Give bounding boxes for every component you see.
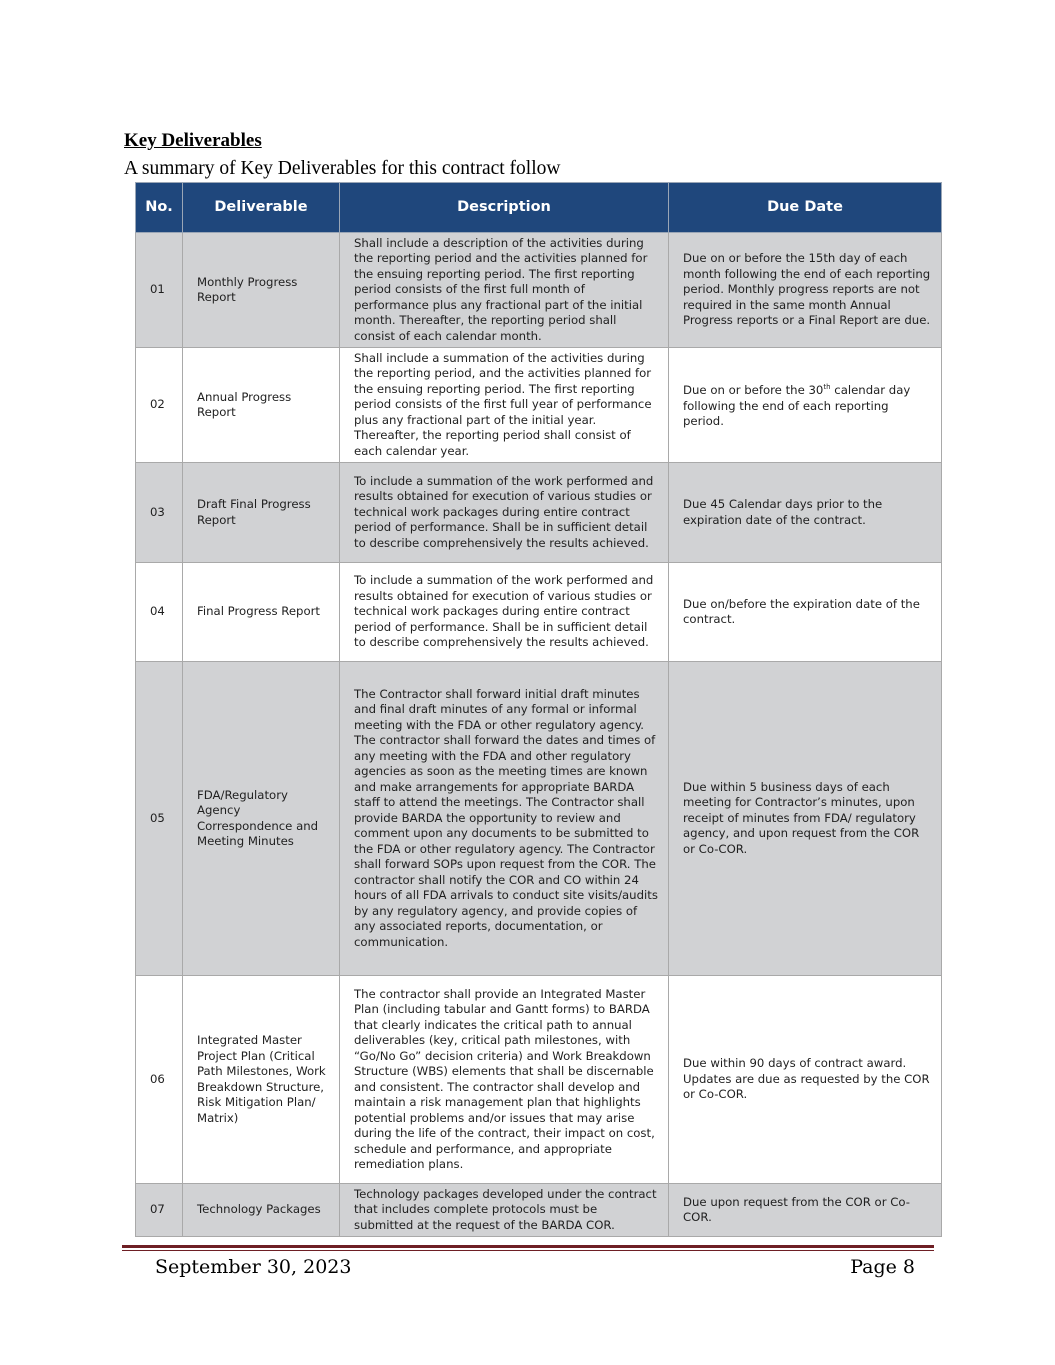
row-number: 07 <box>136 1184 183 1237</box>
row-number: 05 <box>136 662 183 976</box>
row-number: 04 <box>136 563 183 662</box>
due-date-text-end: calendar day following the end of each reporting period. <box>683 383 911 429</box>
row-due-date <box>669 348 942 463</box>
deliverables-table <box>135 182 942 1237</box>
header-description: Description <box>340 183 669 233</box>
row-due-date: Due 45 Calendar days prior to the expiration date of the contract. <box>669 463 942 563</box>
ordinal-suffix: th <box>823 383 831 392</box>
table-row <box>136 976 942 1184</box>
row-description: The Contractor shall forward initial draft minutes and final draft minutes of any formal or informal meeting with the FDA or other regulatory agency. The contractor shall forward the dates and times of any meeting with the FDA and other regulatory agencies as soon as the meeting times are known and make arrangements for appropriate BARDA staff to attend the meetings. The Contractor shall provide BARDA the opportunity to review and comment upon any documents to be submitted to the FDA or other regulatory agency. The Contractor shall forward SOPs upon request from the COR. The contractor shall notify the COR and CO within 24 hours of all FDA arrivals to conduct site visits/audits by any regulatory agency, and provide copies of any associated reports, documentation, or communication. <box>340 662 669 976</box>
row-deliverable: Integrated Master Project Plan (Critical Path Milestones, Work Breakdown Structure, Risk Mitigation Plan/ Matrix) <box>183 976 340 1184</box>
row-description: To include a summation of the work performed and results obtained for execution of various studies or technical work packages during entire contract period of performance. Shall be in sufficient detail to describe comprehensively the results achieved. <box>340 463 669 563</box>
footer-divider <box>122 1245 934 1248</box>
row-due-date: Due upon request from the COR or Co-COR. <box>669 1184 942 1237</box>
row-deliverable: Monthly Progress Report <box>183 233 340 348</box>
header-deliverable: Deliverable <box>183 183 340 233</box>
row-number: 03 <box>136 463 183 563</box>
row-description: To include a summation of the work performed and results obtained for execution of various studies or technical work packages during entire contract period of performance. Shall be in sufficient detail to describe comprehensively the results achieved. <box>340 563 669 662</box>
row-description: The contractor shall provide an Integrated Master Plan (including tabular and Gantt forms) to BARDA that clearly indicates the critical path to annual deliverables (key, critical path milestones, with “Go/No Go” decision criteria) and Work Breakdown Structure (WBS) elements that shall be discernable and consistent. The contractor shall develop and maintain a risk management plan that highlights potential problems and/or issues that may arise during the life of the contract, their impact on cost, schedule and performance, and appropriate remediation plans. <box>340 976 669 1184</box>
row-description: Shall include a description of the activities during the reporting period and the activities planned for the ensuing reporting period. The first reporting period consists of the first full month of performance plus any fractional part of the initial month. Thereafter, the reporting period shall consist of each calendar month. <box>340 233 669 348</box>
table-row <box>136 662 942 976</box>
section-heading: Key Deliverables <box>124 130 262 151</box>
table-header-row <box>136 183 942 233</box>
section-intro: A summary of Key Deliverables for this contract follow <box>124 158 561 179</box>
table-row <box>136 463 942 563</box>
footer-date: September 30, 2023 <box>155 1256 352 1278</box>
row-due-date: Due within 90 days of contract award. Updates are due as requested by the COR or Co-COR. <box>669 976 942 1184</box>
page-number: Page 8 <box>850 1256 915 1278</box>
header-no: No. <box>136 183 183 233</box>
due-date-text-start: Due on or before the 30 <box>683 383 824 398</box>
table-row <box>136 233 942 348</box>
row-due-date: Due on/before the expiration date of the contract. <box>669 563 942 662</box>
row-number: 06 <box>136 976 183 1184</box>
table-row <box>136 1184 942 1237</box>
row-deliverable: Annual Progress Report <box>183 348 340 463</box>
row-description: Shall include a summation of the activities during the reporting period, and the activities planned for the ensuing reporting period. The first reporting period consists of the first full year of performance plus any fractional part of the initial year. Thereafter, the reporting period shall consist of each calendar year. <box>340 348 669 463</box>
row-deliverable: Final Progress Report <box>183 563 340 662</box>
header-due-date: Due Date <box>669 183 942 233</box>
row-deliverable: Draft Final Progress Report <box>183 463 340 563</box>
row-due-date: Due on or before the 15th day of each month following the end of each reporting period. Monthly progress reports are not required in the same month Annual Progress reports or a Final Report are due. <box>669 233 942 348</box>
table-row <box>136 563 942 662</box>
row-due-date: Due within 5 business days of each meeting for Contractor’s minutes, upon receipt of minutes from FDA/ regulatory agency, and upon request from the COR or Co-COR. <box>669 662 942 976</box>
footer-divider-thin <box>122 1250 934 1251</box>
table-row <box>136 348 942 463</box>
row-deliverable: Technology Packages <box>183 1184 340 1237</box>
row-deliverable: FDA/Regulatory Agency Correspondence and Meeting Minutes <box>183 662 340 976</box>
row-number: 02 <box>136 348 183 463</box>
row-number: 01 <box>136 233 183 348</box>
row-description: Technology packages developed under the contract that includes complete protocols must be submitted at the request of the BARDA COR. <box>340 1184 669 1237</box>
